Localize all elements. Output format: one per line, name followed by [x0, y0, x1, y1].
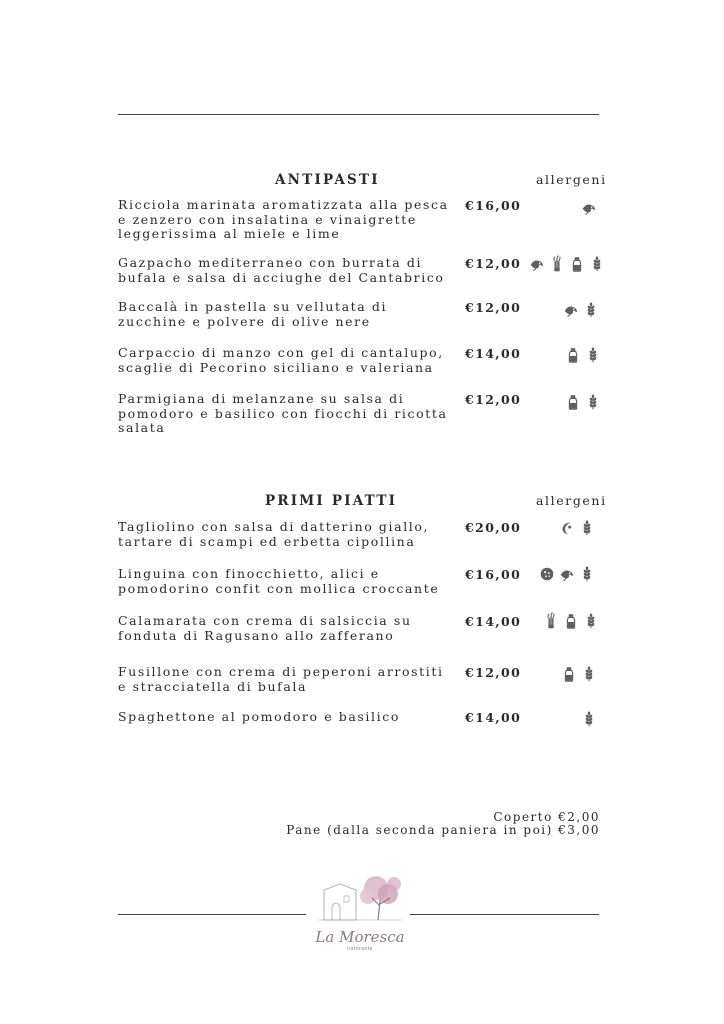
- fish-icon: [558, 565, 576, 583]
- dish-linguina: Linguina con finocchietto, alici e pomodorino confit con mollica croccante: [118, 566, 440, 596]
- allergen-heading-antipasti: allergeni: [536, 172, 607, 187]
- dish-fusillone: Fusillone con crema di peperoni arrostiti e stracciatella di bufala: [118, 664, 444, 694]
- allergens-calamarata: [542, 611, 600, 631]
- gluten-icon: [584, 393, 602, 411]
- price-parmigiana: €12,00: [465, 392, 522, 407]
- crustacean-icon: [558, 519, 576, 537]
- allergens-linguina: [538, 564, 596, 584]
- allergens-ricciola: [580, 198, 598, 218]
- dish-parmigiana: Parmigiana di melanzane su salsa di pomodoro e basilico con fiocchi di ricotta salata: [118, 391, 448, 435]
- milk-icon: [560, 665, 578, 683]
- price-baccala: €12,00: [465, 300, 522, 315]
- celery-icon: [542, 612, 560, 630]
- dish-baccala: Baccalà in pastella su vellutata di zucchine e polvere di olive nere: [118, 299, 388, 329]
- gluten-icon: [584, 346, 602, 364]
- gluten-icon: [578, 565, 596, 583]
- milk-icon: [562, 612, 580, 630]
- allergens-spaghettone: [580, 709, 598, 729]
- price-ricciola: €16,00: [465, 198, 522, 213]
- gluten-icon: [588, 255, 606, 273]
- bottom-divider-right: [410, 914, 599, 915]
- celery-icon: [548, 255, 566, 273]
- milk-icon: [568, 255, 586, 273]
- allergens-parmigiana: [564, 392, 602, 412]
- section-title-primi: PRIMI PIATTI: [265, 493, 398, 509]
- allergen-heading-primi: allergeni: [536, 493, 607, 508]
- dish-tagliolino: Tagliolino con salsa di datterino giallo, tartare di scampi ed erbetta cipollina: [118, 519, 430, 549]
- allergens-baccala: [562, 300, 600, 320]
- dish-calamarata: Calamarata con crema di salsiccia su fonduta di Ragusano allo zafferano: [118, 613, 412, 643]
- gluten-icon: [580, 665, 598, 683]
- price-calamarata: €14,00: [465, 614, 522, 629]
- price-tagliolino: €20,00: [465, 520, 522, 535]
- price-gazpacho: €12,00: [465, 256, 522, 271]
- gluten-icon: [582, 301, 600, 319]
- gluten-icon: [582, 612, 600, 630]
- dish-ricciola: Ricciola marinata aromatizzata alla pesca e zenzero con insalatina e vinaigrette leggerissima al miele e lime: [118, 197, 449, 241]
- section-title-antipasti: ANTIPASTI: [275, 172, 380, 188]
- dish-carpaccio: Carpaccio di manzo con gel di cantalupo, scaglie di Pecorino siciliano e valeriana: [118, 345, 444, 375]
- gluten-icon: [578, 519, 596, 537]
- allergens-carpaccio: [564, 345, 602, 365]
- milk-icon: [564, 393, 582, 411]
- coperto-line: Coperto €2,00: [493, 810, 600, 824]
- price-spaghettone: €14,00: [465, 710, 522, 725]
- sulphite-icon: [538, 565, 556, 583]
- pane-line: Pane (dalla seconda paniera in poi) €3,00: [286, 823, 600, 837]
- top-divider: [118, 114, 599, 115]
- price-carpaccio: €14,00: [465, 346, 522, 361]
- price-linguina: €16,00: [465, 567, 522, 582]
- milk-icon: [564, 346, 582, 364]
- dish-spaghettone: Spaghettone al pomodoro e basilico: [118, 709, 400, 724]
- logo-name: La Moresca: [315, 928, 405, 946]
- logo-subtitle: ristorante: [347, 946, 373, 952]
- price-fusillone: €12,00: [465, 665, 522, 680]
- fish-icon: [580, 199, 598, 217]
- dish-gazpacho: Gazpacho mediterraneo con burrata di bufala e salsa di acciughe del Cantabrico: [118, 255, 445, 285]
- gluten-icon: [580, 710, 598, 728]
- fish-icon: [528, 255, 546, 273]
- allergens-gazpacho: [528, 254, 606, 274]
- fish-icon: [562, 301, 580, 319]
- bottom-divider-left: [118, 914, 306, 915]
- allergens-tagliolino: [558, 518, 596, 538]
- allergens-fusillone: [560, 664, 598, 684]
